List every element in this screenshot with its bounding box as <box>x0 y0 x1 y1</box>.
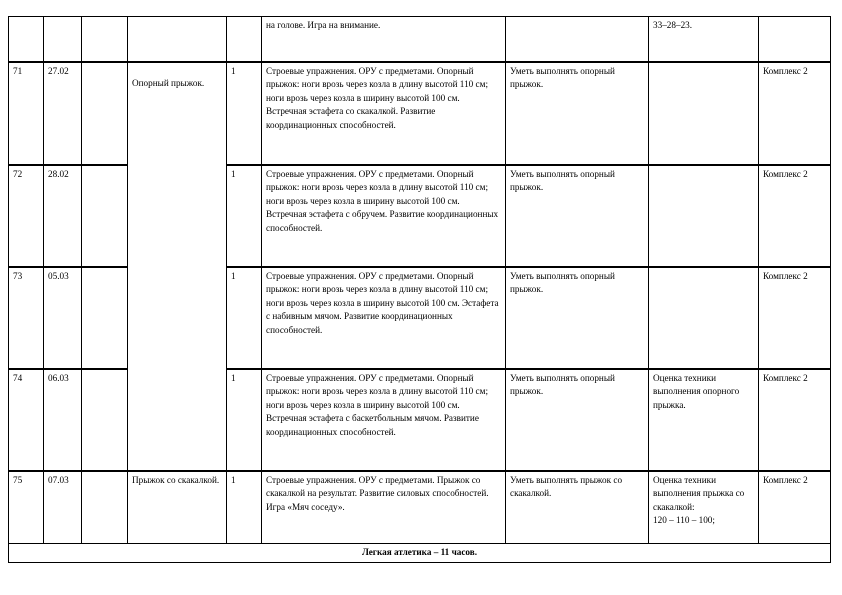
lesson-number: 71 <box>9 62 44 165</box>
lesson-requirements: Уметь выполнять опорный прыжок. <box>506 165 649 267</box>
lesson-topic: Опорный прыжок. <box>128 62 227 471</box>
lesson-assessment: Оценка техники выполнения опорного прыжка. <box>649 369 759 471</box>
continued-row <box>9 17 831 62</box>
lesson-date: 06.03 <box>44 369 82 471</box>
cell-fact-date <box>82 17 128 62</box>
lesson-requirements: Уметь выполнять опорный прыжок. <box>506 62 649 165</box>
lesson-row-75 <box>9 471 831 544</box>
lesson-topic: Прыжок со скакалкой. <box>128 471 227 544</box>
lesson-content: Строевые упражнения. ОРУ с предметами. Опорный прыжок: ноги врозь через козла в длину высотой 110 см; ноги врозь через козла в ширину высотой 100 см. Встречная эстафета со скакалкой. Развитие координационных способностей. <box>262 62 506 165</box>
lesson-content: Строевые упражнения. ОРУ с предметами. Опорный прыжок: ноги врозь через козла в длину высотой 110 см; ноги врозь через козла в ширину высотой 100 см. Эстафета с набивным мячом. Развитие координационных способностей. <box>262 267 506 369</box>
lesson-fact-date <box>82 369 128 471</box>
lesson-number: 74 <box>9 369 44 471</box>
cell-requirements <box>506 17 649 62</box>
lesson-assessment <box>649 62 759 165</box>
lesson-assessment <box>649 267 759 369</box>
lesson-content: Строевые упражнения. ОРУ с предметами. Опорный прыжок: ноги врозь через козла в длину высотой 110 см; ноги врозь через козла в ширину высотой 100 см. Встречная эстафета с обручем. Развитие координационных способностей. <box>262 165 506 267</box>
lesson-fact-date <box>82 165 128 267</box>
lesson-requirements: Уметь выполнять опорный прыжок. <box>506 369 649 471</box>
lesson-hours: 1 <box>227 471 262 544</box>
cell-topic <box>128 17 227 62</box>
lesson-number: 75 <box>9 471 44 544</box>
lesson-date: 07.03 <box>44 471 82 544</box>
lesson-content: Строевые упражнения. ОРУ с предметами. Прыжок со скакалкой на результат. Развитие силовых способностей. Игра «Мяч соседу». <box>262 471 506 544</box>
lesson-requirements: Уметь выполнять опорный прыжок. <box>506 267 649 369</box>
lesson-plan-table <box>8 16 831 563</box>
lesson-hours: 1 <box>227 267 262 369</box>
lesson-date: 05.03 <box>44 267 82 369</box>
lesson-fact-date <box>82 62 128 165</box>
lesson-homework: Комплекс 2 <box>759 267 831 369</box>
lesson-assessment: Оценка техники выполнения прыжка со скакалкой: 120 – 110 – 100; <box>649 471 759 544</box>
lesson-homework: Комплекс 2 <box>759 62 831 165</box>
lesson-hours: 1 <box>227 369 262 471</box>
lesson-row-71 <box>9 62 831 165</box>
section-footer-title: Легкая атлетика – 11 часов. <box>9 544 831 563</box>
lesson-date: 27.02 <box>44 62 82 165</box>
cell-date <box>44 17 82 62</box>
lesson-plan-sheet <box>8 16 830 563</box>
lesson-fact-date <box>82 471 128 544</box>
lesson-assessment <box>649 165 759 267</box>
lesson-homework: Комплекс 2 <box>759 471 831 544</box>
cell-content: на голове. Игра на внимание. <box>262 17 506 62</box>
cell-homework <box>759 17 831 62</box>
lesson-number: 72 <box>9 165 44 267</box>
lesson-content: Строевые упражнения. ОРУ с предметами. Опорный прыжок: ноги врозь через козла в длину высотой 110 см; ноги врозь через козла в ширину высотой 100 см. Встречная эстафета с баскетбольным мячом. Развитие координационных способностей. <box>262 369 506 471</box>
cell-hours <box>227 17 262 62</box>
cell-assessment: 33–28–23. <box>649 17 759 62</box>
lesson-homework: Комплекс 2 <box>759 165 831 267</box>
lesson-fact-date <box>82 267 128 369</box>
cell-number <box>9 17 44 62</box>
section-footer-row <box>9 544 831 563</box>
lesson-requirements: Уметь выполнять прыжок со скакалкой. <box>506 471 649 544</box>
lesson-homework: Комплекс 2 <box>759 369 831 471</box>
lesson-date: 28.02 <box>44 165 82 267</box>
lesson-number: 73 <box>9 267 44 369</box>
lesson-hours: 1 <box>227 62 262 165</box>
lesson-hours: 1 <box>227 165 262 267</box>
